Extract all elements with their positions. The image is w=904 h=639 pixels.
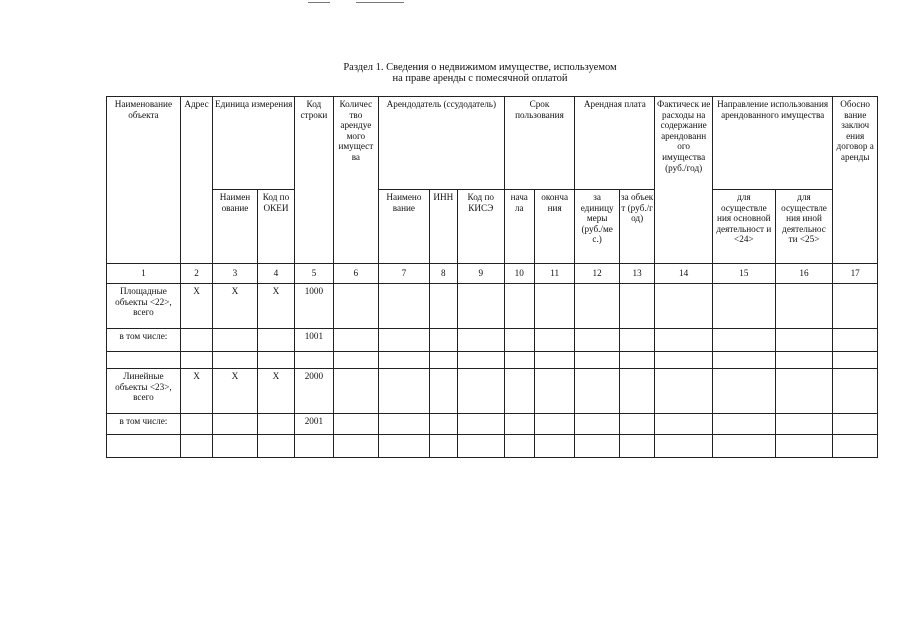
empty-cell: [429, 414, 457, 435]
column-number: 13: [619, 264, 654, 284]
row-label: в том числе:: [107, 414, 181, 435]
empty-cell: [655, 414, 713, 435]
empty-cell: [775, 414, 833, 435]
header-direction-main: для осуществле ния основной деятельност и <24>: [712, 190, 775, 264]
section-title-line-2: на праве аренды с помесячной оплатой: [392, 73, 568, 84]
column-number: 14: [655, 264, 713, 284]
empty-cell: [180, 435, 212, 458]
empty-cell: [534, 435, 574, 458]
row-label: Линейные объекты <23>, всего: [107, 369, 181, 414]
column-number: 7: [379, 264, 430, 284]
empty-cell: [775, 352, 833, 369]
row-label: Площадные объекты <22>, всего: [107, 284, 181, 329]
empty-cell: [712, 329, 775, 352]
section-title-line-1: Раздел 1. Сведения о недвижимом имуществе, используемом: [343, 62, 617, 73]
empty-cell: [833, 435, 878, 458]
property-table: [106, 96, 878, 458]
scan-artifact-line: [356, 2, 404, 3]
empty-cell: [575, 352, 620, 369]
empty-cell: [619, 284, 654, 329]
empty-cell: [257, 414, 294, 435]
column-number: 10: [504, 264, 534, 284]
header-row-top: [107, 97, 878, 190]
empty-cell: [534, 352, 574, 369]
row-linear-objects: [107, 369, 878, 414]
empty-cell: [257, 435, 294, 458]
header-term-start: нача ла: [504, 190, 534, 264]
empty-cell: [655, 435, 713, 458]
empty-cell: [213, 352, 258, 369]
row-area-objects: [107, 284, 878, 329]
empty-cell: [504, 329, 534, 352]
empty-cell: [333, 352, 379, 369]
header-rent: Арендная плата: [575, 97, 655, 190]
empty-cell: [333, 414, 379, 435]
header-unit: Единица измерения: [213, 97, 295, 190]
column-number: 12: [575, 264, 620, 284]
empty-cell: [504, 284, 534, 329]
empty-cell: [534, 329, 574, 352]
section-title: [300, 62, 660, 84]
column-number: 8: [429, 264, 457, 284]
cell-row-code: 1001: [295, 329, 333, 352]
empty-cell: [429, 329, 457, 352]
empty-cell: [575, 369, 620, 414]
header-rent-per-object: за объек т (руб./г од): [619, 190, 654, 264]
header-row-sub: [107, 190, 878, 264]
empty-cell: [213, 329, 258, 352]
empty-cell: [458, 329, 505, 352]
row-blank: [107, 352, 878, 369]
empty-cell: [575, 329, 620, 352]
empty-cell: [534, 369, 574, 414]
header-direction-other: для осуществле ния иной деятельнос ти <25>: [775, 190, 833, 264]
empty-cell: [619, 414, 654, 435]
empty-cell: [213, 414, 258, 435]
empty-cell: [619, 435, 654, 458]
empty-cell: [295, 435, 333, 458]
empty-cell: [295, 352, 333, 369]
empty-cell: [458, 435, 505, 458]
header-justification: Обосно вание заключ ения договор а аренды: [833, 97, 878, 264]
empty-cell: [619, 369, 654, 414]
cell-unit-name: X: [213, 369, 258, 414]
empty-cell: [655, 352, 713, 369]
empty-cell: [575, 435, 620, 458]
cell-row-code: 2001: [295, 414, 333, 435]
empty-cell: [257, 352, 294, 369]
empty-cell: [655, 369, 713, 414]
header-lessor-kise: Код по КИСЭ: [458, 190, 505, 264]
empty-cell: [429, 435, 457, 458]
header-row-code: Код строки: [295, 97, 333, 264]
empty-cell: [504, 352, 534, 369]
empty-cell: [333, 369, 379, 414]
empty-cell: [775, 329, 833, 352]
column-number: 4: [257, 264, 294, 284]
empty-cell: [379, 414, 430, 435]
empty-cell: [379, 284, 430, 329]
row-label: в том числе:: [107, 329, 181, 352]
empty-cell: [833, 352, 878, 369]
empty-cell: [775, 369, 833, 414]
empty-cell: [712, 284, 775, 329]
row-linear-including: [107, 414, 878, 435]
empty-cell: [379, 435, 430, 458]
empty-cell: [458, 414, 505, 435]
empty-cell: [257, 329, 294, 352]
header-term-end: оконча ния: [534, 190, 574, 264]
header-term: Срок пользования: [504, 97, 575, 190]
empty-cell: [379, 369, 430, 414]
empty-cell: [333, 435, 379, 458]
cell-unit-name: X: [213, 284, 258, 329]
empty-cell: [534, 284, 574, 329]
empty-cell: [429, 352, 457, 369]
empty-cell: [775, 435, 833, 458]
empty-cell: [712, 369, 775, 414]
empty-cell: [833, 284, 878, 329]
column-number: 15: [712, 264, 775, 284]
column-number: 3: [213, 264, 258, 284]
column-number: 16: [775, 264, 833, 284]
column-number: 9: [458, 264, 505, 284]
header-lessor: Арендодатель (ссудодатель): [379, 97, 504, 190]
empty-cell: [775, 284, 833, 329]
empty-cell: [712, 352, 775, 369]
empty-cell: [504, 414, 534, 435]
empty-cell: [619, 352, 654, 369]
header-actual-costs: Фактическ ие расходы на содержание арендованн ого имущества (руб./год): [655, 97, 713, 264]
header-rent-per-unit: за единицу меры (руб./ме с.): [575, 190, 620, 264]
empty-cell: [712, 435, 775, 458]
header-unit-okei: Код по ОКЕИ: [257, 190, 294, 264]
empty-cell: [833, 369, 878, 414]
cell-unit-okei: X: [257, 284, 294, 329]
header-object-name: Наименование объекта: [107, 97, 181, 264]
empty-cell: [655, 329, 713, 352]
column-number: 2: [180, 264, 212, 284]
empty-cell: [107, 435, 181, 458]
empty-cell: [833, 329, 878, 352]
empty-cell: [504, 435, 534, 458]
empty-cell: [333, 284, 379, 329]
empty-cell: [180, 352, 212, 369]
empty-cell: [379, 329, 430, 352]
empty-cell: [213, 435, 258, 458]
empty-cell: [333, 329, 379, 352]
empty-cell: [180, 414, 212, 435]
empty-cell: [575, 284, 620, 329]
header-unit-name: Наимен ование: [213, 190, 258, 264]
row-blank: [107, 435, 878, 458]
column-number: 5: [295, 264, 333, 284]
header-address: Адрес: [180, 97, 212, 264]
column-number: 6: [333, 264, 379, 284]
empty-cell: [107, 352, 181, 369]
empty-cell: [180, 329, 212, 352]
cell-address: X: [180, 284, 212, 329]
cell-address: X: [180, 369, 212, 414]
row-area-including: [107, 329, 878, 352]
empty-cell: [712, 414, 775, 435]
empty-cell: [429, 284, 457, 329]
empty-cell: [619, 329, 654, 352]
column-number-row: [107, 264, 878, 284]
empty-cell: [458, 352, 505, 369]
header-direction: Направление использования арендованного имущества: [712, 97, 832, 190]
empty-cell: [504, 369, 534, 414]
empty-cell: [379, 352, 430, 369]
column-number: 17: [833, 264, 878, 284]
header-quantity: Количес тво арендуе мого имущест ва: [333, 97, 379, 264]
empty-cell: [458, 284, 505, 329]
empty-cell: [833, 414, 878, 435]
scan-artifact-line: [308, 2, 330, 3]
header-lessor-name: Наимено вание: [379, 190, 430, 264]
cell-row-code: 1000: [295, 284, 333, 329]
empty-cell: [429, 369, 457, 414]
column-number: 1: [107, 264, 181, 284]
column-number: 11: [534, 264, 574, 284]
header-lessor-inn: ИНН: [429, 190, 457, 264]
empty-cell: [575, 414, 620, 435]
empty-cell: [655, 284, 713, 329]
cell-unit-okei: X: [257, 369, 294, 414]
empty-cell: [534, 414, 574, 435]
empty-cell: [458, 369, 505, 414]
cell-row-code: 2000: [295, 369, 333, 414]
